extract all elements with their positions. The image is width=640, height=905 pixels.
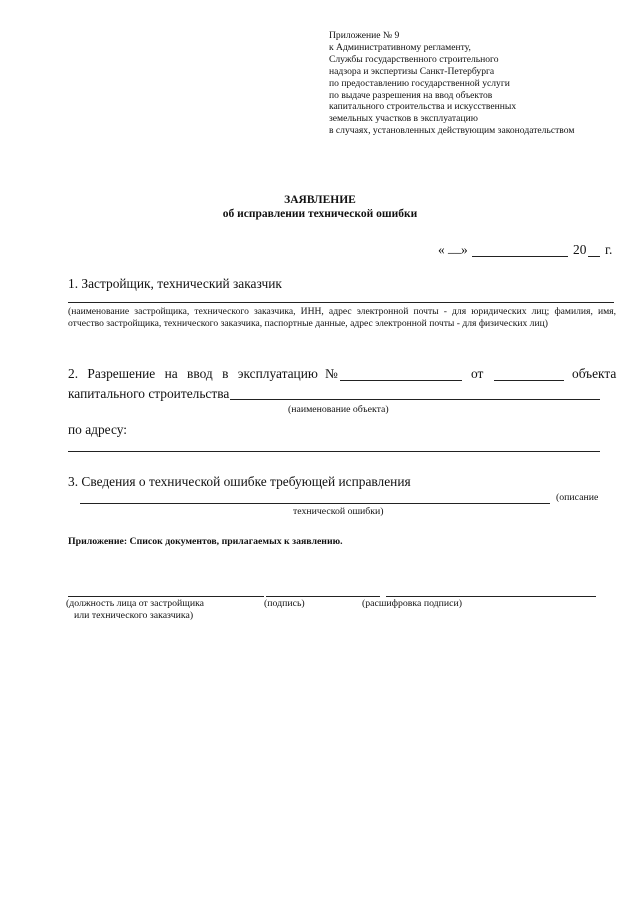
section2-label: 2. Разрешение на ввод в эксплуатацию — [68, 366, 318, 381]
document-title: ЗАЯВЛЕНИЕ — [284, 194, 356, 206]
section1-note: (наименование застройщика, технического заказчика, ИНН, адрес электронной почты - для юридических лиц; фамилия, имя, отчество застройщика, технического заказчика, паспортные данные, адрес электронной почты - для физических лиц) — [68, 306, 616, 330]
date-month-line[interactable] — [472, 256, 568, 257]
section1-label: 1. Застройщик, технический заказчик — [68, 276, 282, 291]
signature-field[interactable] — [266, 596, 380, 597]
object-name-field[interactable] — [230, 399, 600, 400]
date-year-suffix: г. — [605, 242, 613, 257]
permit-number-field[interactable] — [340, 380, 462, 381]
date-year-line[interactable] — [588, 256, 600, 257]
attachment-label: Приложение: Список документов, прилагаемых к заявлению. — [68, 536, 343, 547]
date-day-blank: __ — [448, 240, 462, 255]
applicant-name-field[interactable] — [68, 302, 614, 303]
error-description-note-1: (описание — [556, 492, 599, 503]
address-label: по адресу: — [68, 422, 127, 437]
address-field[interactable] — [68, 451, 600, 452]
header-line: земельных участков в эксплуатацию — [329, 113, 478, 125]
header-block — [329, 30, 629, 137]
date-year-prefix: 20 — [573, 242, 587, 257]
signature-decoding-note: (расшифровка подписи) — [362, 598, 463, 609]
date-close-quote: » — [461, 242, 468, 257]
permit-object-label: объекта — [572, 366, 617, 381]
position-note-1: (должность лица от застройщика — [66, 598, 205, 609]
header-line: надзора и экспертизы Санкт-Петербурга — [329, 65, 495, 77]
date-open-quote: « — [438, 242, 445, 257]
header-line: в случаях, установленных действующим законодательством — [329, 125, 575, 137]
error-description-field[interactable] — [80, 503, 550, 504]
header-line: капитального строительства и искусственных — [329, 101, 517, 113]
object-name-note: (наименование объекта) — [288, 404, 389, 415]
document-subtitle: об исправлении технической ошибки — [222, 208, 418, 220]
permit-date-field[interactable] — [494, 380, 564, 381]
signature-note: (подпись) — [264, 598, 305, 609]
header-line: к Административному регламенту, — [329, 41, 471, 53]
header-line: по предоставлению государственной услуги — [329, 77, 510, 89]
signature-decoding-field[interactable] — [386, 596, 596, 597]
header-line: по выдаче разрешения на ввод объектов — [329, 89, 493, 101]
error-description-note-2: технической ошибки) — [293, 506, 384, 517]
position-note-2: или технического заказчика) — [74, 610, 194, 621]
position-field[interactable] — [68, 596, 264, 597]
section3-label: 3. Сведения о технической ошибке требующей исправления — [68, 474, 411, 489]
header-line: Службы государственного строительного — [329, 53, 499, 65]
capital-construction-label: капитального строительства — [68, 386, 230, 401]
permit-number-sign: № — [325, 366, 338, 381]
permit-from-label: от — [471, 366, 484, 381]
header-line: Приложение № 9 — [329, 30, 400, 41]
